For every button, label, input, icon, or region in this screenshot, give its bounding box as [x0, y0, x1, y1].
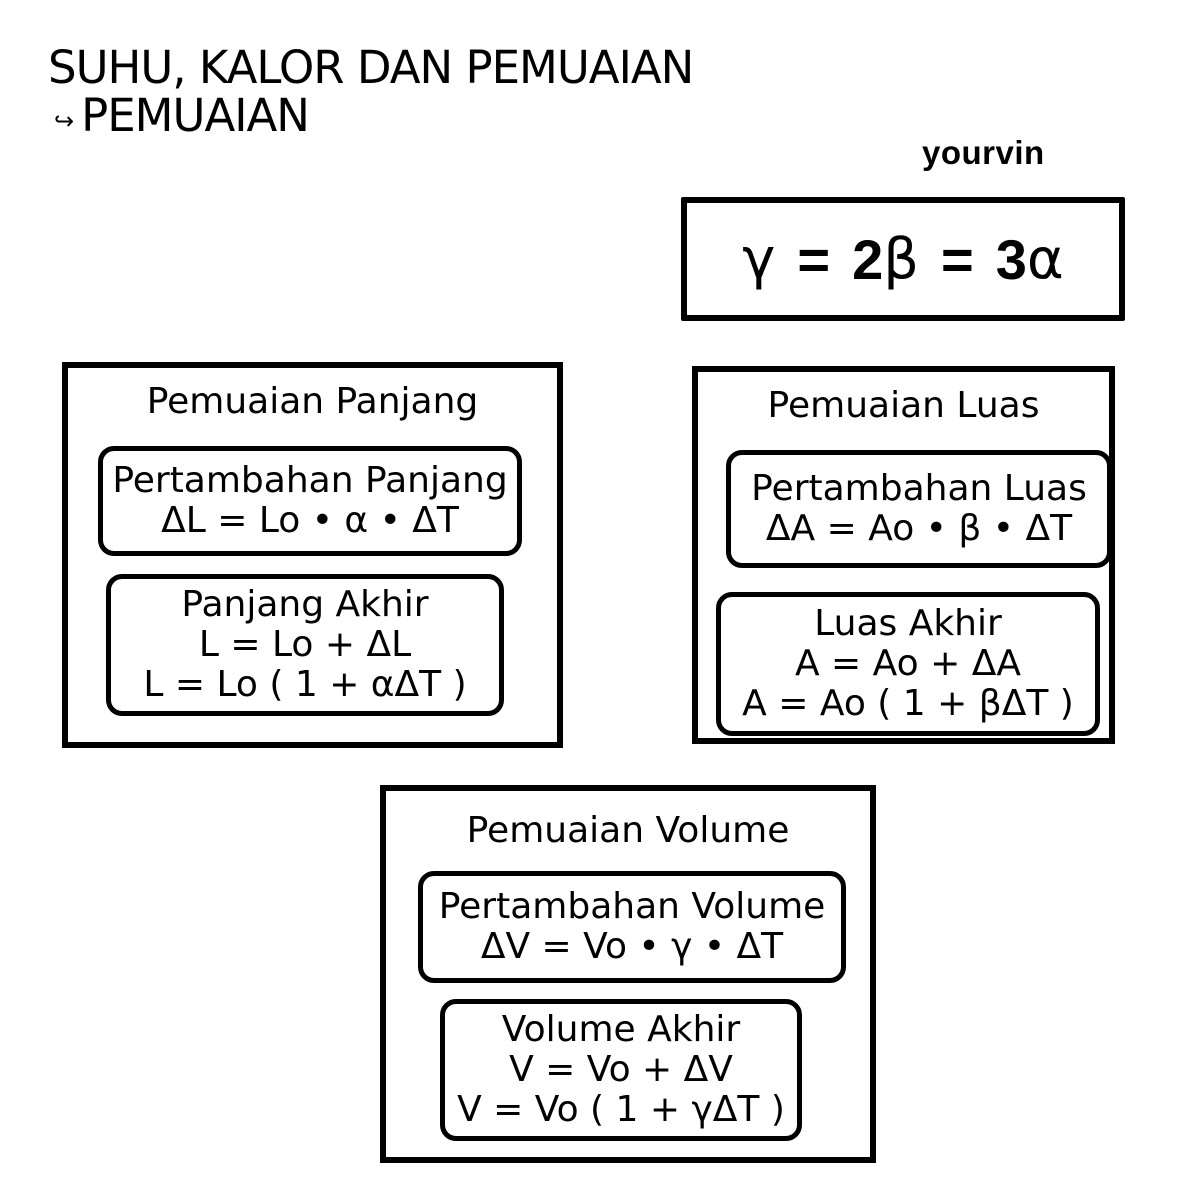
increase-label: Pertambahan Luas	[751, 468, 1087, 509]
equals-sign: =	[940, 227, 974, 291]
final-formula-1: V = Vo + ΔV	[509, 1049, 733, 1090]
increase-label: Pertambahan Panjang	[112, 460, 508, 501]
final-formula-2: L = Lo ( 1 + αΔT )	[143, 664, 467, 705]
brand-watermark: yourvin	[922, 134, 1045, 171]
coefficient-two: 2	[852, 227, 884, 291]
final-box	[716, 592, 1100, 736]
panel-title: Pemuaian Luas	[767, 385, 1040, 426]
increase-box	[726, 450, 1112, 568]
coefficient-three: 3	[995, 227, 1027, 291]
final-label: Volume Akhir	[501, 1009, 741, 1050]
panel-linear-expansion	[62, 362, 563, 748]
page-title	[48, 41, 694, 147]
alpha-symbol: α	[1026, 226, 1064, 292]
increase-formula: ΔA = Ao • β • ΔT	[765, 508, 1073, 549]
return-arrow-icon: ↪	[54, 107, 74, 135]
gamma-symbol: γ	[742, 226, 776, 292]
panel-title: Pemuaian Panjang	[146, 381, 479, 422]
final-label: Panjang Akhir	[181, 584, 429, 625]
title-sub	[48, 89, 693, 147]
increase-label: Pertambahan Volume	[438, 886, 826, 927]
subtitle-text: PEMUAIAN	[81, 89, 309, 142]
equals-sign: =	[797, 227, 831, 291]
final-label: Luas Akhir	[814, 603, 1002, 644]
increase-formula: ΔV = Vo • γ • ΔT	[480, 926, 784, 967]
final-formula-1: L = Lo + ΔL	[198, 624, 412, 665]
title-main: SUHU, KALOR DAN PEMUAIAN	[48, 41, 694, 94]
coefficient-relation-box	[681, 197, 1125, 321]
increase-formula: ΔL = Lo • α • ΔT	[161, 500, 459, 541]
panel-area-expansion	[692, 366, 1115, 744]
panel-title: Pemuaian Volume	[466, 810, 790, 851]
panel-volume-expansion	[380, 785, 876, 1163]
final-formula-2: A = Ao ( 1 + βΔT )	[742, 683, 1074, 724]
final-formula-1: A = Ao + ΔA	[794, 643, 1021, 684]
beta-symbol: β	[883, 226, 919, 292]
final-box	[106, 574, 504, 716]
final-box	[440, 999, 802, 1141]
increase-box	[98, 446, 522, 556]
final-formula-2: V = Vo ( 1 + γΔT )	[457, 1089, 785, 1130]
increase-box	[418, 871, 846, 983]
